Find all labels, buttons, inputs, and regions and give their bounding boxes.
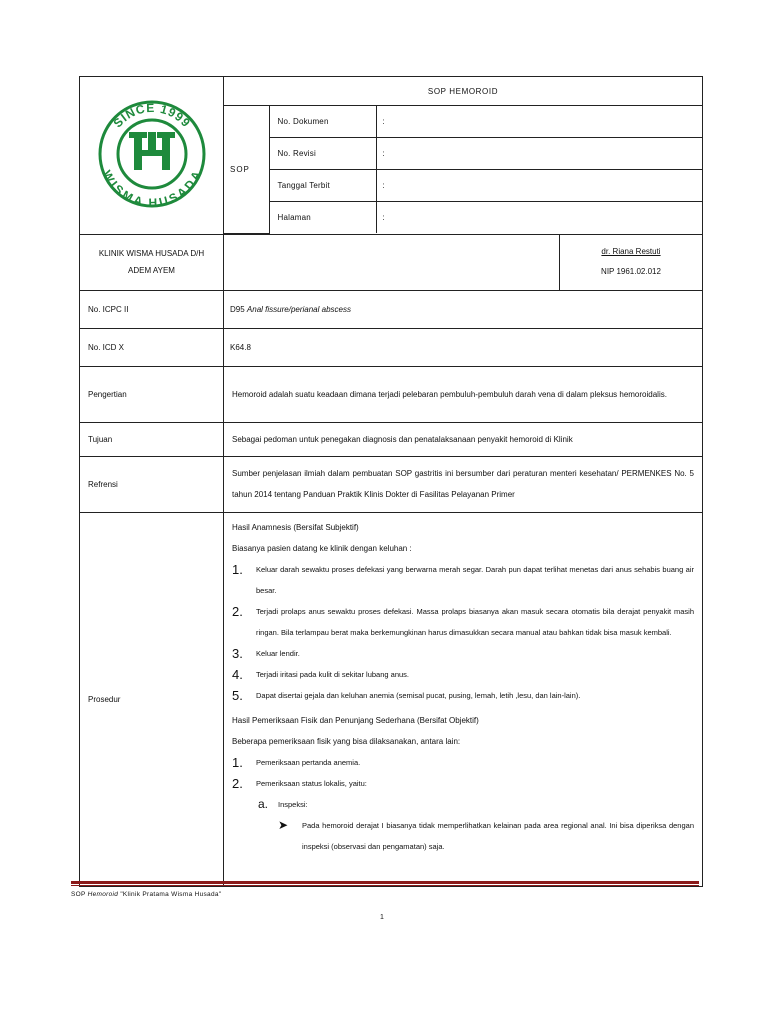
icpc-value <box>224 290 703 328</box>
list-item <box>232 664 694 685</box>
list-text: Keluar darah sewaktu proses defekasi yang berwarna merah segar. Darah pun dapat terlihat menetas dari anus sehabis buang air besar. <box>256 564 694 595</box>
list-text: Keluar lendir. <box>256 648 300 658</box>
icd-label: No. ICD X <box>80 328 224 366</box>
footer-divider-thin <box>71 885 699 886</box>
sub-list-letter: a. <box>258 796 269 811</box>
list-number: 3. <box>232 645 243 661</box>
clinic-line-1: KLINIK WISMA HUSADA D/H <box>98 249 205 258</box>
meta-value-revisi: : <box>376 138 702 170</box>
list-number: 2. <box>232 603 243 619</box>
document-title: SOP HEMOROID <box>224 77 703 106</box>
list-item <box>232 773 694 794</box>
icd-value: K64.8 <box>224 328 703 366</box>
page-number: 1 <box>380 914 384 921</box>
heading-anamnesis: Hasil Anamnesis (Bersifat Subjektif) <box>232 522 359 532</box>
list-item <box>232 752 694 773</box>
prosedur-label: Prosedur <box>80 512 224 886</box>
icpc-desc: Anal fissure/perianal abscess <box>246 304 351 314</box>
meta-value-tanggal: : <box>376 170 702 202</box>
list-number: 5. <box>232 687 243 703</box>
footer-suffix: "Klinik Pratama Wisma Husada" <box>120 891 222 898</box>
meta-label-dokumen: No. Dokumen <box>269 106 376 138</box>
meta-label-halaman: Halaman <box>269 202 376 234</box>
refrensi-label: Refrensi <box>80 456 224 512</box>
meta-table <box>224 106 702 234</box>
list-number: 2. <box>232 775 243 791</box>
sub-list-text: Inspeksi: <box>278 799 308 809</box>
list-text: Terjadi prolaps anus sewaktu proses defekasi. Massa prolaps biasanya akan masuk secara otomatis bila derajat penyakit masih ringan. Bila terlampau berat maka berkemungkinan harus dimasukkan secara manual atau bahkan tidak bisa masuk kembali. <box>256 606 694 637</box>
clinic-logo <box>96 98 208 210</box>
list-item <box>232 685 694 706</box>
arrow-bullet-item <box>232 815 694 857</box>
prosedur-content <box>224 512 703 886</box>
list-number: 4. <box>232 666 243 682</box>
footer-prefix: SOP <box>71 891 86 898</box>
list-number: 1. <box>232 561 243 577</box>
tujuan-label: Tujuan <box>80 422 224 456</box>
footer-text <box>71 891 221 898</box>
footer-divider <box>71 881 699 884</box>
meta-value-halaman: : <box>376 202 702 234</box>
tujuan-text: Sebagai pedoman untuk penegakan diagnosis dan penatalaksanaan penyakit hemoroid di Klinik <box>224 422 703 456</box>
pengertian-label: Pengertian <box>80 366 224 422</box>
list-item <box>232 601 694 643</box>
meta-value-dokumen: : <box>376 106 702 138</box>
pengertian-text: Hemoroid adalah suatu keadaan dimana terjadi pelebaran pembuluh-pembuluh darah vena di dalam pleksus hemoroidalis. <box>224 366 703 422</box>
clinic-name <box>80 234 224 290</box>
list-text: Dapat disertai gejala dan keluhan anemia (semisal pucat, pusing, lemah, letih ,lesu, dan lain-lain). <box>256 690 581 700</box>
meta-label-revisi: No. Revisi <box>269 138 376 170</box>
logo-bottom-text: WISMA HUSADA <box>99 168 204 211</box>
list-item <box>232 643 694 664</box>
meta-label-tanggal: Tanggal Terbit <box>269 170 376 202</box>
list-text: Pemeriksaan status lokalis, yaitu: <box>256 778 367 788</box>
sop-label: SOP <box>224 106 269 233</box>
list-text: Terjadi iritasi pada kulit di sekitar lubang anus. <box>256 669 409 679</box>
footer-italic: Hemoroid <box>87 891 119 898</box>
clinic-line-2: ADEM AYEM <box>128 266 175 275</box>
logo-top-text: SINCE 1999 <box>110 101 194 131</box>
heading-pemeriksaan: Hasil Pemeriksaan Fisik dan Penunjang Sederhana (Bersifat Objektif) <box>232 715 479 725</box>
refrensi-text: Sumber penjelasan ilmiah dalam pembuatan SOP gastritis ini bersumber dari peraturan menteri kesehatan/ PERMENKES No. 5 tahun 2014 tentang Panduan Praktik Klinis Dokter di Fasilitas Pelayanan Primer <box>224 456 703 512</box>
sub-list-item <box>232 794 694 815</box>
signer-nip: NIP 1961.02.012 <box>601 267 661 276</box>
signer-name: dr. Riana Restuti <box>601 247 661 256</box>
empty-cell <box>224 234 560 290</box>
icpc-code: D95 <box>230 304 245 314</box>
icpc-label: No. ICPC II <box>80 290 224 328</box>
logo-cell <box>80 77 224 235</box>
svg-text:SINCE 1999 <box>110 101 193 130</box>
intro-anamnesis: Biasanya pasien datang ke klinik dengan keluhan : <box>232 543 412 553</box>
list-item <box>232 559 694 601</box>
signature-cell <box>560 234 703 290</box>
sop-table <box>79 76 703 887</box>
arrow-bullet-text: Pada hemoroid derajat I biasanya tidak memperlihatkan kelainan pada area regional anal. Ini bisa diperiksa dengan inspeksi (observasi dan pengamatan) saja. <box>302 820 694 851</box>
list-number: 1. <box>232 754 243 770</box>
intro-pemeriksaan: Beberapa pemeriksaan fisik yang bisa dilaksanakan, antara lain: <box>232 736 461 746</box>
list-text: Pemeriksaan pertanda anemia. <box>256 757 361 767</box>
arrow-bullet-icon: ➤ <box>278 817 289 832</box>
